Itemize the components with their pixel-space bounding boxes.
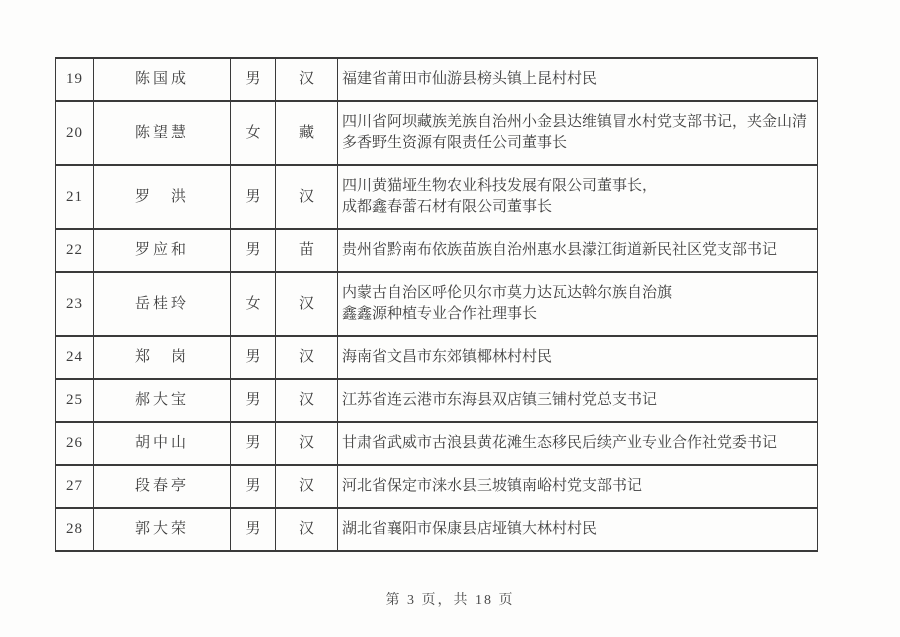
person-name-cell: 段春亭 [94,465,231,508]
table-row [56,58,818,101]
row-number-cell: 20 [56,101,94,165]
gender-cell: 男 [231,508,276,551]
gender-cell: 男 [231,336,276,379]
ethnicity-cell: 藏 [276,101,338,165]
person-name-cell: 罗应和 [94,229,231,272]
gender-cell: 男 [231,165,276,229]
row-number-cell: 22 [56,229,94,272]
description-cell [338,465,818,508]
ethnicity-cell: 汉 [276,422,338,465]
description-line: 鑫鑫源种植专业合作社理事长 [342,306,538,322]
description-cell [338,272,818,336]
person-name-cell: 陈国成 [94,58,231,101]
ethnicity-cell: 苗 [276,229,338,272]
gender-cell: 男 [231,379,276,422]
row-number-cell: 23 [56,272,94,336]
description-line: 成都鑫春蕾石材有限公司董事长 [342,199,553,215]
description-line: 河北省保定市涞水县三坡镇南峪村党支部书记 [342,478,643,494]
person-name-cell: 郭大荣 [94,508,231,551]
table-row [56,336,818,379]
description-cell [338,379,818,422]
gender-cell: 男 [231,229,276,272]
ethnicity-cell: 汉 [276,465,338,508]
description-line: 贵州省黔南布依族苗族自治州惠水县濛江街道新民社区党支部书记 [342,242,778,258]
ethnicity-cell: 汉 [276,58,338,101]
roster-table-body [56,58,818,551]
ethnicity-cell: 汉 [276,508,338,551]
ethnicity-cell: 汉 [276,272,338,336]
person-name-cell: 岳桂玲 [94,272,231,336]
description-line: 湖北省襄阳市保康县店垭镇大林村村民 [342,521,598,537]
gender-cell: 男 [231,422,276,465]
table-row [56,508,818,551]
row-number-cell: 28 [56,508,94,551]
description-line: 四川黄猫垭生物农业科技发展有限公司董事长， [342,178,658,194]
row-number-cell: 24 [56,336,94,379]
description-cell [338,101,818,165]
description-line: 海南省文昌市东郊镇椰林村村民 [342,349,553,365]
description-line: 福建省莆田市仙游县榜头镇上昆村村民 [342,71,598,87]
description-cell [338,229,818,272]
page-number-label: 第 3 页，共 18 页 [385,593,515,608]
table-row [56,422,818,465]
description-cell [338,422,818,465]
description-cell [338,508,818,551]
table-row [56,379,818,422]
ethnicity-cell: 汉 [276,165,338,229]
row-number-cell: 25 [56,379,94,422]
table-row [56,165,818,229]
row-number-cell: 19 [56,58,94,101]
person-name-cell: 郝大宝 [94,379,231,422]
gender-cell: 男 [231,58,276,101]
row-number-cell: 21 [56,165,94,229]
row-number-cell: 27 [56,465,94,508]
description-line: 四川省阿坝藏族羌族自治州小金县达维镇冒水村党支部书记，夹金山清 [342,114,808,130]
gender-cell: 女 [231,101,276,165]
table-row [56,272,818,336]
description-line: 甘肃省武威市古浪县黄花滩生态移民后续产业专业合作社党委书记 [342,435,778,451]
table-row [56,101,818,165]
table-row [56,229,818,272]
gender-cell: 女 [231,272,276,336]
description-line: 多香野生资源有限责任公司董事长 [342,135,568,151]
ethnicity-cell: 汉 [276,336,338,379]
gender-cell: 男 [231,465,276,508]
person-name-cell: 罗 洪 [94,165,231,229]
description-line: 江苏省连云港市东海县双店镇三铺村党总支书记 [342,392,658,408]
description-cell [338,165,818,229]
person-name-cell: 陈望慧 [94,101,231,165]
person-name-cell: 胡中山 [94,422,231,465]
roster-table [55,57,818,552]
description-line: 内蒙古自治区呼伦贝尔市莫力达瓦达斡尔族自治旗 [342,285,673,301]
row-number-cell: 26 [56,422,94,465]
table-row [56,465,818,508]
description-cell [338,336,818,379]
person-name-cell: 郑 岗 [94,336,231,379]
ethnicity-cell: 汉 [276,379,338,422]
description-cell [338,58,818,101]
